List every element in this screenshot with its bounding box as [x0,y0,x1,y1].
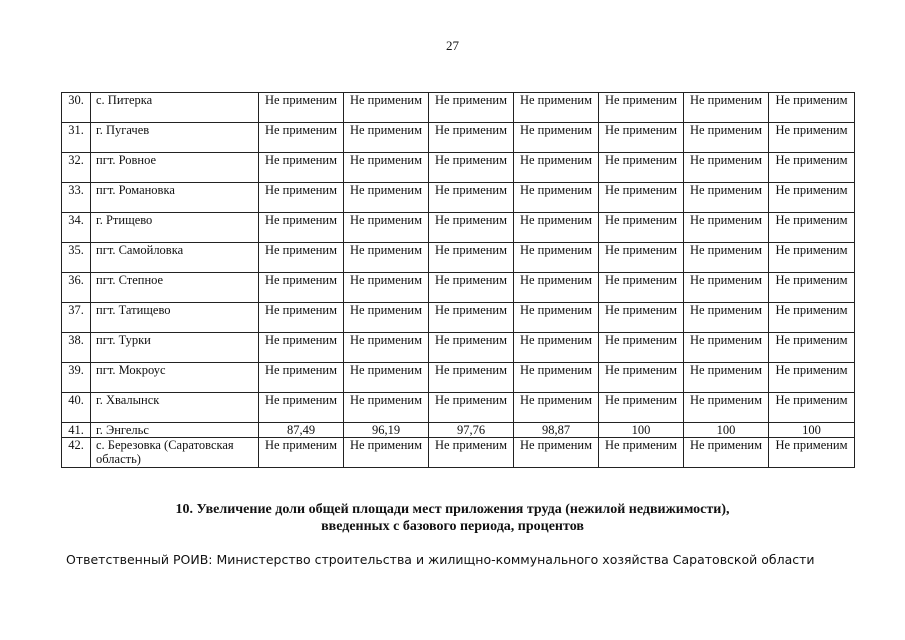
row-number: 34. [62,213,91,243]
settlement-name: с. Березовка (Саратовская область) [91,438,259,468]
indicator-value: Не применим [514,393,599,423]
table-row [62,183,855,213]
indicator-value: Не применим [259,333,344,363]
indicator-value: 98,87 [514,423,599,438]
section-heading-line2: введенных с базового периода, процентов [321,519,584,534]
indicator-value: Не применим [259,273,344,303]
indicator-value: Не применим [344,393,429,423]
row-number: 35. [62,243,91,273]
indicator-value: Не применим [429,183,514,213]
table-row [62,438,855,468]
indicator-value: Не применим [429,93,514,123]
indicator-value: Не применим [429,303,514,333]
table-row [62,333,855,363]
indicator-value: Не применим [429,123,514,153]
row-number: 37. [62,303,91,333]
indicator-value: Не применим [599,153,684,183]
table-row [62,213,855,243]
indicator-value: Не применим [259,93,344,123]
indicator-value: Не применим [599,273,684,303]
indicator-value: Не применим [429,273,514,303]
indicator-value: Не применим [344,183,429,213]
settlement-name: пгт. Турки [91,333,259,363]
indicator-value: Не применим [514,438,599,468]
indicator-value: 87,49 [259,423,344,438]
settlement-name: пгт. Татищево [91,303,259,333]
row-number: 30. [62,93,91,123]
table-body [62,93,855,468]
indicator-value: Не применим [344,363,429,393]
indicator-value: Не применим [684,303,769,333]
indicator-value: Не применим [429,363,514,393]
row-number: 41. [62,423,91,438]
indicator-table [61,92,855,468]
indicator-value: Не применим [344,243,429,273]
indicator-value: Не применим [769,393,855,423]
indicator-value: Не применим [514,273,599,303]
indicator-value: Не применим [684,123,769,153]
indicator-value: Не применим [684,153,769,183]
indicator-value: Не применим [514,303,599,333]
row-number: 36. [62,273,91,303]
settlement-name: г. Пугачев [91,123,259,153]
indicator-value: Не применим [259,153,344,183]
indicator-value: Не применим [514,213,599,243]
indicator-value: Не применим [684,333,769,363]
indicator-value: Не применим [769,93,855,123]
indicator-value: Не применим [599,213,684,243]
indicator-value: Не применим [344,333,429,363]
indicator-value: Не применим [599,333,684,363]
page-number: 27 [446,38,459,53]
indicator-value: Не применим [684,273,769,303]
indicator-value: Не применим [429,333,514,363]
settlement-name: г. Хвалынск [91,393,259,423]
row-number: 38. [62,333,91,363]
indicator-value: Не применим [259,123,344,153]
indicator-value: Не применим [259,393,344,423]
indicator-value: Не применим [684,213,769,243]
indicator-value: Не применим [259,303,344,333]
indicator-value: Не применим [599,93,684,123]
table-row [62,393,855,423]
row-number: 31. [62,123,91,153]
section-heading [0,501,905,535]
indicator-value: Не применим [344,303,429,333]
row-number: 33. [62,183,91,213]
indicator-value: Не применим [599,183,684,213]
indicator-value: Не применим [684,93,769,123]
indicator-value: 100 [684,423,769,438]
indicator-value: Не применим [259,213,344,243]
indicator-value: Не применим [684,438,769,468]
indicator-value: Не применим [259,243,344,273]
settlement-name: с. Питерка [91,93,259,123]
indicator-value: Не применим [344,273,429,303]
indicator-value: Не применим [429,243,514,273]
indicator-value: Не применим [769,153,855,183]
indicator-value: Не применим [599,243,684,273]
indicator-value: Не применим [344,153,429,183]
settlement-name: пгт. Мокроус [91,363,259,393]
indicator-value: 96,19 [344,423,429,438]
indicator-value: Не применим [259,438,344,468]
indicator-value: Не применим [514,363,599,393]
table-row [62,363,855,393]
indicator-value: Не применим [344,213,429,243]
indicator-value: Не применим [514,243,599,273]
indicator-value: Не применим [599,123,684,153]
table-row [62,123,855,153]
indicator-value: Не применим [429,153,514,183]
indicator-value: Не применим [599,393,684,423]
indicator-value: Не применим [259,363,344,393]
indicator-value: Не применим [769,243,855,273]
indicator-value: Не применим [684,183,769,213]
indicator-value: Не применим [344,93,429,123]
row-number: 39. [62,363,91,393]
responsible-authority: Ответственный РОИВ: Министерство строительства и жилищно-коммунального хозяйства Саратовской области [66,552,815,567]
indicator-value: Не применим [429,438,514,468]
section-heading-line1: 10. Увеличение доли общей площади мест приложения труда (нежилой недвижимости), [175,502,730,517]
indicator-value: Не применим [514,183,599,213]
indicator-value: Не применим [769,438,855,468]
indicator-value: Не применим [684,393,769,423]
indicator-value: Не применим [684,243,769,273]
indicator-value: Не применим [514,153,599,183]
indicator-value: Не применим [514,93,599,123]
indicator-value: 100 [599,423,684,438]
settlement-name: пгт. Ровное [91,153,259,183]
indicator-value: Не применим [514,123,599,153]
indicator-value: Не применим [599,303,684,333]
table-row [62,153,855,183]
indicator-value: 100 [769,423,855,438]
indicator-value: Не применим [769,363,855,393]
settlement-name: г. Энгельс [91,423,259,438]
indicator-value: Не применим [769,213,855,243]
indicator-value: Не применим [599,438,684,468]
indicator-value: Не применим [259,183,344,213]
indicator-value: 97,76 [429,423,514,438]
table-row [62,273,855,303]
settlement-name: пгт. Степное [91,273,259,303]
indicator-value: Не применим [684,363,769,393]
row-number: 42. [62,438,91,468]
table-row [62,423,855,438]
table-row [62,303,855,333]
indicator-value: Не применим [769,183,855,213]
settlement-name: пгт. Романовка [91,183,259,213]
indicator-value: Не применим [599,363,684,393]
settlement-name: г. Ртищево [91,213,259,243]
indicator-value: Не применим [429,393,514,423]
settlement-name: пгт. Самойловка [91,243,259,273]
indicator-value: Не применим [769,303,855,333]
indicator-value: Не применим [769,273,855,303]
indicator-value: Не применим [769,333,855,363]
row-number: 32. [62,153,91,183]
row-number: 40. [62,393,91,423]
indicator-value: Не применим [429,213,514,243]
indicator-value: Не применим [769,123,855,153]
indicator-value: Не применим [344,438,429,468]
indicator-value: Не применим [514,333,599,363]
table-row [62,243,855,273]
indicator-value: Не применим [344,123,429,153]
table-row [62,93,855,123]
